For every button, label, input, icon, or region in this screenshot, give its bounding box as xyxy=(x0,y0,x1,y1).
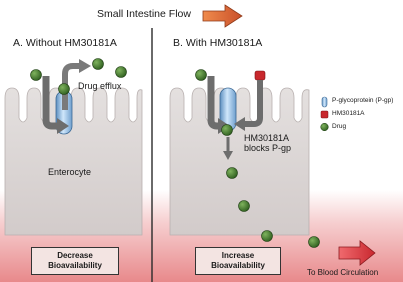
drug-molecule xyxy=(227,168,238,179)
enterocyte-cell-a xyxy=(5,88,142,235)
pgp-icon xyxy=(322,97,327,107)
drug-molecule xyxy=(309,237,320,248)
flow-arrow xyxy=(203,5,242,27)
drug-molecule xyxy=(222,125,233,136)
panel-b-title: B. With HM30181A xyxy=(173,37,263,49)
legend-item-drug: Drug xyxy=(332,123,347,130)
legend-item-hm30181a: HM30181A xyxy=(332,110,365,117)
block-label-line2: blocks P-gp xyxy=(244,143,292,153)
block-label xyxy=(244,133,291,153)
result-b-line1: Increase xyxy=(221,251,255,260)
efflux-arrowhead-a xyxy=(79,59,91,73)
result-box-a xyxy=(31,247,119,275)
result-b-line2: Bioavailability xyxy=(211,261,265,270)
legend xyxy=(321,97,329,131)
inhibitor-icon xyxy=(321,111,328,118)
enterocyte-label: Enterocyte xyxy=(48,167,92,177)
result-a-line2: Bioavailability xyxy=(48,261,102,270)
circulation-label: To Blood Circulation xyxy=(307,268,379,277)
drug-molecule xyxy=(239,201,250,212)
result-a-line1: Decrease xyxy=(57,251,93,260)
drug-molecule xyxy=(31,70,42,81)
drug-molecule xyxy=(93,59,104,70)
result-box-b xyxy=(195,247,281,275)
efflux-label: Drug efflux xyxy=(78,81,122,91)
flow-label: Small Intestine Flow xyxy=(97,8,191,20)
drug-molecule xyxy=(116,67,127,78)
drug-molecule xyxy=(196,70,207,81)
legend-item-pgp: P-glycoprotein (P-gp) xyxy=(332,97,394,104)
panel-a-title: A. Without HM30181A xyxy=(13,37,117,49)
drug-molecule xyxy=(262,231,273,242)
hm30181a-inhibitor xyxy=(255,71,265,80)
drug-molecule xyxy=(59,84,70,95)
block-label-line1: HM30181A xyxy=(244,133,290,143)
enterocyte-cell-b xyxy=(170,88,309,235)
drug-icon xyxy=(321,123,329,131)
